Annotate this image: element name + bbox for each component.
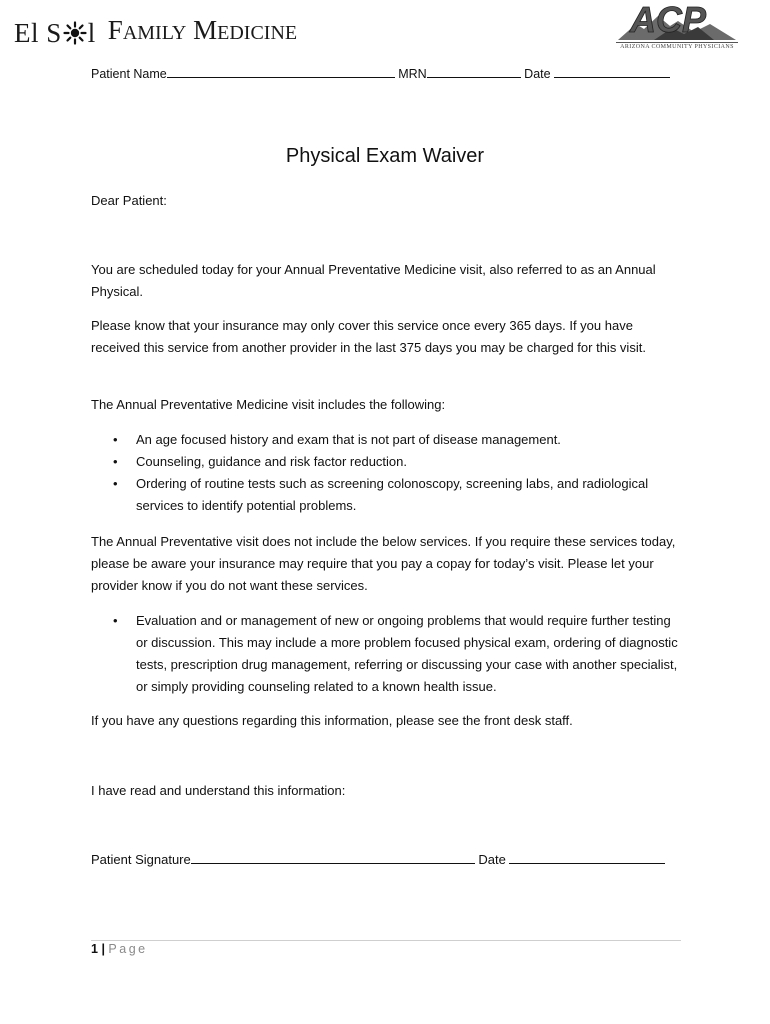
list-item: • An age focused history and exam that is not part of disease management.	[91, 429, 681, 451]
patient-signature-label: Patient Signature	[91, 852, 191, 867]
bullet: •	[113, 476, 118, 491]
paragraph-acknowledge: I have read and understand this information:	[91, 783, 346, 798]
signature-line	[91, 849, 665, 867]
date-label: Date	[524, 67, 551, 81]
el-sol-logo	[14, 15, 298, 48]
logo-text-l: l	[87, 18, 96, 48]
signature-date-label: Date	[478, 852, 506, 867]
paragraph-includes-intro: The Annual Preventative Medicine visit includes the following:	[91, 397, 446, 412]
patient-signature-field[interactable]	[191, 849, 475, 864]
page-footer	[91, 942, 148, 956]
bullet: •	[113, 613, 118, 628]
paragraph-excludes-intro: The Annual Preventative visit does not include the below services. If you require these services today, please be aware your insurance may require that you pay a copay for today’s visit. Please let your provider know if you do not want these services.	[91, 534, 676, 593]
page-label: Page	[108, 942, 148, 956]
list-item: • Ordering of routine tests such as screening colonoscopy, screening labs, and radiological services to identify potential problems.	[91, 473, 681, 517]
patient-info-line	[91, 63, 670, 81]
paragraph-insurance: Please know that your insurance may only cover this service once every 365 days. If you have received this service from another provider in the last 375 days you may be charged for this visit.	[91, 318, 646, 355]
includes-list	[91, 429, 681, 517]
mrn-field[interactable]	[427, 63, 521, 78]
logo-text-family-medicine: FAMILY MEDICINE	[107, 15, 298, 45]
paragraph-scheduled: You are scheduled today for your Annual Preventative Medicine visit, also referred to as an Annual Physical.	[91, 262, 656, 299]
page-separator: |	[101, 942, 105, 956]
date-field[interactable]	[554, 63, 670, 78]
mrn-label: MRN	[398, 67, 427, 81]
acp-letters: ACP	[630, 2, 707, 40]
list-item: • Counseling, guidance and risk factor reduction.	[91, 451, 681, 473]
signature-date-field[interactable]	[509, 849, 665, 864]
page-number: 1	[91, 942, 98, 956]
logo-text-el: El S	[14, 18, 62, 48]
salutation: Dear Patient:	[91, 193, 167, 208]
sun-icon	[63, 21, 87, 45]
acp-mountain-icon	[614, 2, 740, 42]
excludes-list	[91, 610, 681, 698]
list-item: • Evaluation and or management of new or ongoing problems that would require further testing or discussion. This may include a more problem focused physical exam, ordering of diagnostic tests, prescription drug management, referring or discussing your case with another specialist, or simply providing counseling related to a known health issue.	[91, 610, 681, 698]
acp-caption: ARIZONA COMMUNITY PHYSICIANS	[616, 42, 738, 50]
paragraph-questions: If you have any questions regarding this information, please see the front desk staff.	[91, 713, 573, 728]
acp-logo	[614, 2, 740, 54]
patient-name-field[interactable]	[167, 63, 395, 78]
patient-name-label: Patient Name	[91, 67, 167, 81]
footer-divider	[91, 940, 681, 941]
page-title: Physical Exam Waiver	[285, 145, 485, 167]
bullet: •	[113, 454, 118, 469]
bullet: •	[113, 432, 118, 447]
